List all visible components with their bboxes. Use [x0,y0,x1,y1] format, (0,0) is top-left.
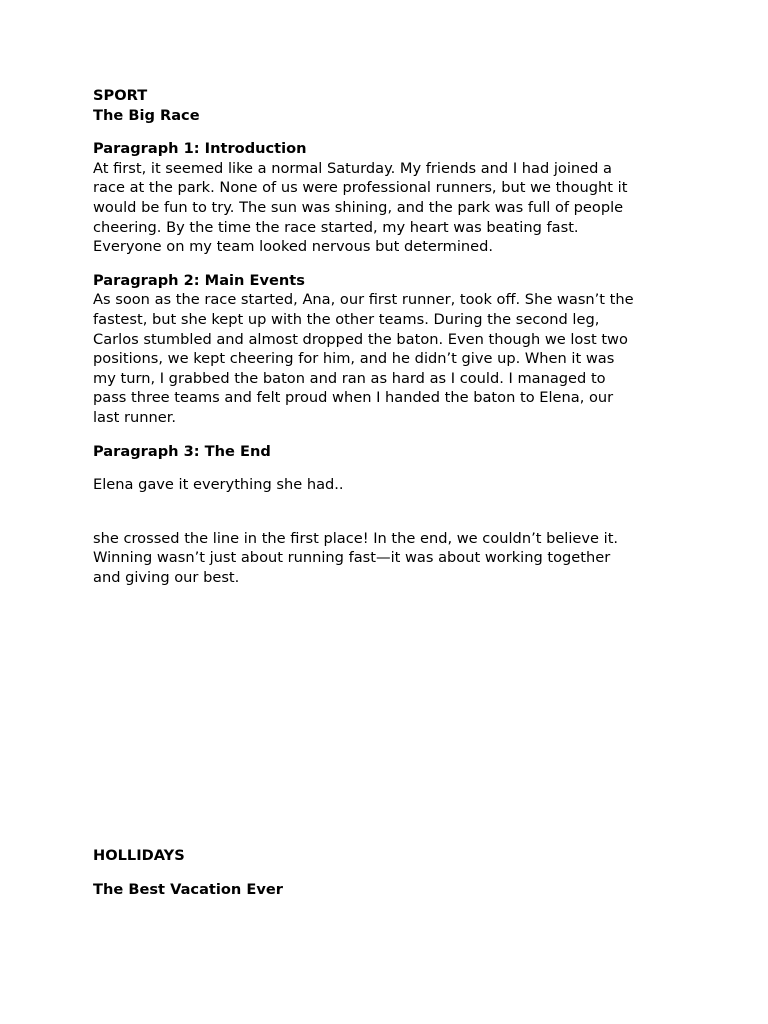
story-title: The Big Race [93,106,200,124]
paragraph-1-text: At first, it seemed like a normal Saturday. My friends and I had joined a race at the park. None of us were professional runners, but we thought it would be fun to try. The sun was shining, and the park was full of people cheering. By the time the race started, my heart was beating fast. Everyone on my team looked nervous but determined. [93,159,628,256]
holidays-section [93,846,683,899]
paragraph-1-heading: Paragraph 1: Introduction [93,140,307,158]
paragraph-2-heading: Paragraph 2: Main Events [93,271,305,289]
paragraph-3-line: Elena gave it everything she had.. [93,476,344,494]
section-category: HOLLIDAYS [93,847,185,864]
sport-section [93,86,683,587]
paragraph-3-text: she crossed the line in the first place! In the end, we couldn’t believe it. Winning wasn’t just about running fast—it was about working together and giving our best. [93,529,619,586]
section-category: SPORT [93,87,148,104]
paragraph-2-text: As soon as the race started, Ana, our first runner, took off. She wasn’t the fastest, but she kept up with the other teams. During the second leg, Carlos stumbled and almost dropped the baton. Even though we lost two positions, we kept cheering for him, and he didn’t give up. When it was my turn, I grabbed the baton and ran as hard as I could. I managed to pass three teams and felt proud when I handed the baton to Elena, our last runner. [93,291,634,426]
story-title: The Best Vacation Ever [93,880,283,898]
paragraph-3-heading: Paragraph 3: The End [93,442,271,460]
